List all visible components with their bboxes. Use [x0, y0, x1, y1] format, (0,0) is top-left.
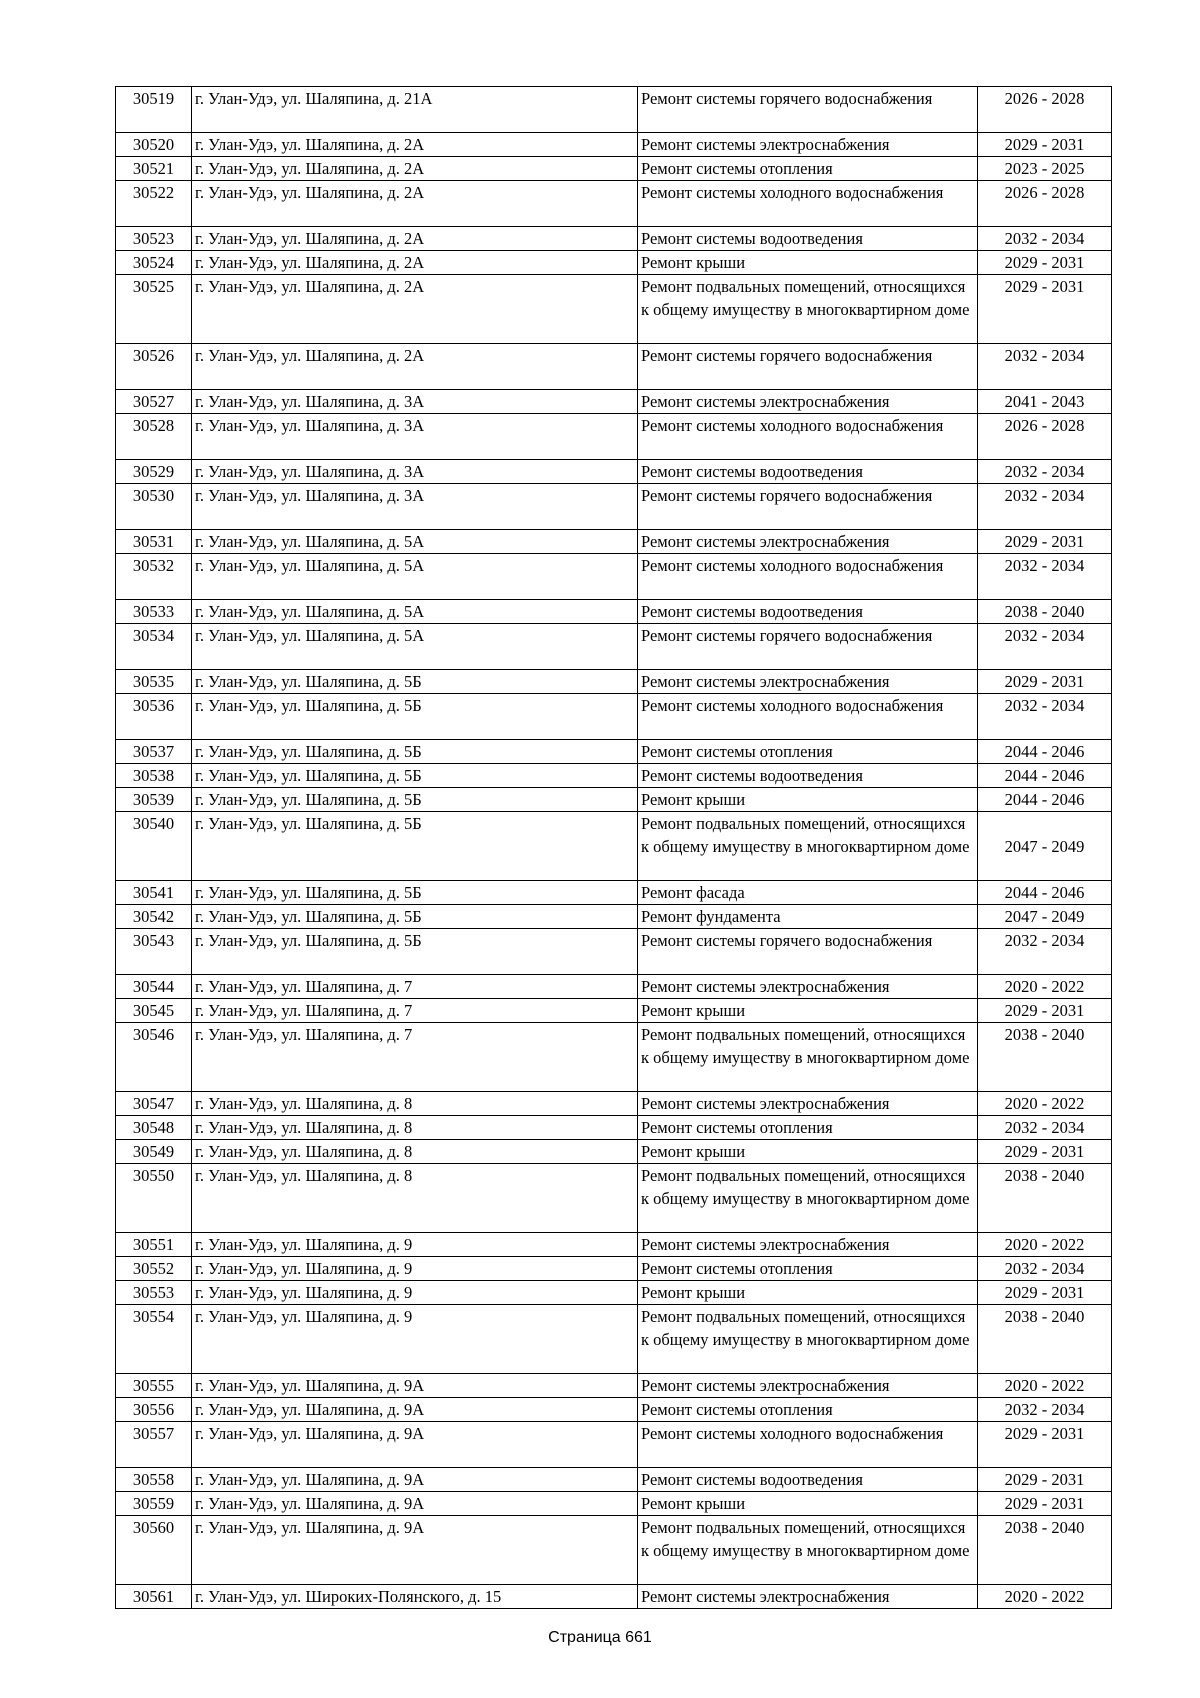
row-work-type: Ремонт системы электроснабжения: [638, 133, 978, 157]
table-row: [116, 1374, 1112, 1398]
row-number: 30525: [116, 275, 192, 344]
row-address: г. Улан-Удэ, ул. Шаляпина, д. 9А: [192, 1398, 638, 1422]
row-number: 30558: [116, 1468, 192, 1492]
table-row: [116, 1305, 1112, 1374]
row-address: г. Улан-Удэ, ул. Шаляпина, д. 5Б: [192, 788, 638, 812]
row-work-type: Ремонт подвальных помещений, относящихся к общему имуществу в многоквартирном доме: [638, 812, 978, 881]
row-work-type: Ремонт системы горячего водоснабжения: [638, 484, 978, 530]
row-number: 30553: [116, 1281, 192, 1305]
table-row: [116, 929, 1112, 975]
row-period: 2032 - 2034: [978, 460, 1112, 484]
row-address: г. Улан-Удэ, ул. Шаляпина, д. 5Б: [192, 929, 638, 975]
row-number: 30539: [116, 788, 192, 812]
row-address: г. Улан-Удэ, ул. Шаляпина, д. 2А: [192, 344, 638, 390]
row-period: 2029 - 2031: [978, 275, 1112, 344]
row-address: г. Улан-Удэ, ул. Шаляпина, д. 2А: [192, 157, 638, 181]
row-number: 30544: [116, 975, 192, 999]
row-number: 30551: [116, 1233, 192, 1257]
row-work-type: Ремонт системы электроснабжения: [638, 390, 978, 414]
row-address: г. Улан-Удэ, ул. Шаляпина, д. 2А: [192, 227, 638, 251]
row-period: 2044 - 2046: [978, 764, 1112, 788]
row-period: 2029 - 2031: [978, 1468, 1112, 1492]
table-row: [116, 1140, 1112, 1164]
row-address: г. Улан-Удэ, ул. Шаляпина, д. 7: [192, 1023, 638, 1092]
row-address: г. Улан-Удэ, ул. Шаляпина, д. 2А: [192, 181, 638, 227]
row-work-type: Ремонт системы отопления: [638, 1116, 978, 1140]
row-number: 30537: [116, 740, 192, 764]
table-row: [116, 414, 1112, 460]
row-number: 30533: [116, 600, 192, 624]
table-row: [116, 1281, 1112, 1305]
row-number: 30520: [116, 133, 192, 157]
row-number: 30526: [116, 344, 192, 390]
row-number: 30549: [116, 1140, 192, 1164]
row-work-type: Ремонт фасада: [638, 881, 978, 905]
row-address: г. Улан-Удэ, ул. Шаляпина, д. 3А: [192, 484, 638, 530]
table-row: [116, 1398, 1112, 1422]
row-period: 2032 - 2034: [978, 1257, 1112, 1281]
row-address: г. Улан-Удэ, ул. Шаляпина, д. 21А: [192, 87, 638, 133]
row-period: 2026 - 2028: [978, 181, 1112, 227]
table-row: [116, 624, 1112, 670]
row-work-type: Ремонт системы холодного водоснабжения: [638, 694, 978, 740]
row-period: 2020 - 2022: [978, 1092, 1112, 1116]
row-number: 30536: [116, 694, 192, 740]
row-period: 2041 - 2043: [978, 390, 1112, 414]
row-period: 2029 - 2031: [978, 670, 1112, 694]
row-period: 2044 - 2046: [978, 788, 1112, 812]
table-row: [116, 157, 1112, 181]
row-address: г. Улан-Удэ, ул. Широких-Полянского, д. 15: [192, 1585, 638, 1609]
row-number: 30523: [116, 227, 192, 251]
row-period: 2032 - 2034: [978, 1398, 1112, 1422]
row-period: 2029 - 2031: [978, 133, 1112, 157]
row-number: 30532: [116, 554, 192, 600]
row-period: 2032 - 2034: [978, 624, 1112, 670]
row-work-type: Ремонт крыши: [638, 1492, 978, 1516]
page-number: Страница 661: [548, 1629, 652, 1646]
row-period: 2020 - 2022: [978, 975, 1112, 999]
row-number: 30535: [116, 670, 192, 694]
table-row: [116, 1092, 1112, 1116]
row-address: г. Улан-Удэ, ул. Шаляпина, д. 5А: [192, 624, 638, 670]
row-period: 2044 - 2046: [978, 740, 1112, 764]
row-number: 30557: [116, 1422, 192, 1468]
row-work-type: Ремонт подвальных помещений, относящихся к общему имуществу в многоквартирном доме: [638, 1023, 978, 1092]
table-row: [116, 181, 1112, 227]
row-work-type: Ремонт системы отопления: [638, 1398, 978, 1422]
row-address: г. Улан-Удэ, ул. Шаляпина, д. 8: [192, 1164, 638, 1233]
row-period: 2026 - 2028: [978, 414, 1112, 460]
row-number: 30527: [116, 390, 192, 414]
row-work-type: Ремонт системы горячего водоснабжения: [638, 87, 978, 133]
row-period: 2038 - 2040: [978, 1164, 1112, 1233]
row-number: 30548: [116, 1116, 192, 1140]
row-period: 2032 - 2034: [978, 227, 1112, 251]
row-period: 2029 - 2031: [978, 1140, 1112, 1164]
row-work-type: Ремонт системы горячего водоснабжения: [638, 344, 978, 390]
table-row: [116, 1492, 1112, 1516]
row-number: 30543: [116, 929, 192, 975]
row-address: г. Улан-Удэ, ул. Шаляпина, д. 3А: [192, 414, 638, 460]
row-work-type: Ремонт системы отопления: [638, 1257, 978, 1281]
row-address: г. Улан-Удэ, ул. Шаляпина, д. 8: [192, 1116, 638, 1140]
row-period: 2029 - 2031: [978, 1492, 1112, 1516]
row-number: 30524: [116, 251, 192, 275]
row-work-type: Ремонт подвальных помещений, относящихся к общему имуществу в многоквартирном доме: [638, 275, 978, 344]
table-row: [116, 812, 1112, 881]
table-row: [116, 1422, 1112, 1468]
table-row: [116, 764, 1112, 788]
row-work-type: Ремонт крыши: [638, 1140, 978, 1164]
row-address: г. Улан-Удэ, ул. Шаляпина, д. 5А: [192, 600, 638, 624]
table-row: [116, 1516, 1112, 1585]
table-row: [116, 344, 1112, 390]
row-period: 2020 - 2022: [978, 1585, 1112, 1609]
row-address: г. Улан-Удэ, ул. Шаляпина, д. 3А: [192, 390, 638, 414]
row-work-type: Ремонт подвальных помещений, относящихся к общему имуществу в многоквартирном доме: [638, 1305, 978, 1374]
row-work-type: Ремонт крыши: [638, 251, 978, 275]
row-number: 30556: [116, 1398, 192, 1422]
row-number: 30560: [116, 1516, 192, 1585]
table-body: [116, 87, 1112, 1609]
row-work-type: Ремонт системы электроснабжения: [638, 1585, 978, 1609]
row-number: 30538: [116, 764, 192, 788]
row-period: 2023 - 2025: [978, 157, 1112, 181]
row-number: 30545: [116, 999, 192, 1023]
table-row: [116, 390, 1112, 414]
table-row: [116, 1023, 1112, 1092]
row-work-type: Ремонт системы холодного водоснабжения: [638, 554, 978, 600]
table-row: [116, 484, 1112, 530]
row-number: 30531: [116, 530, 192, 554]
row-work-type: Ремонт системы электроснабжения: [638, 1374, 978, 1398]
row-work-type: Ремонт фундамента: [638, 905, 978, 929]
row-period: 2032 - 2034: [978, 694, 1112, 740]
row-address: г. Улан-Удэ, ул. Шаляпина, д. 5Б: [192, 905, 638, 929]
row-address: г. Улан-Удэ, ул. Шаляпина, д. 9А: [192, 1516, 638, 1585]
row-period: 2032 - 2034: [978, 929, 1112, 975]
table-row: [116, 740, 1112, 764]
row-work-type: Ремонт системы водоотведения: [638, 1468, 978, 1492]
table-row: [116, 1116, 1112, 1140]
row-work-type: Ремонт системы водоотведения: [638, 227, 978, 251]
row-work-type: Ремонт системы отопления: [638, 157, 978, 181]
row-work-type: Ремонт системы электроснабжения: [638, 670, 978, 694]
table-row: [116, 460, 1112, 484]
row-number: 30530: [116, 484, 192, 530]
row-period: 2038 - 2040: [978, 1023, 1112, 1092]
row-period: 2038 - 2040: [978, 1516, 1112, 1585]
row-number: 30559: [116, 1492, 192, 1516]
row-address: г. Улан-Удэ, ул. Шаляпина, д. 9: [192, 1257, 638, 1281]
row-work-type: Ремонт системы электроснабжения: [638, 530, 978, 554]
row-period: 2029 - 2031: [978, 1281, 1112, 1305]
row-address: г. Улан-Удэ, ул. Шаляпина, д. 5Б: [192, 740, 638, 764]
row-period: 2029 - 2031: [978, 1422, 1112, 1468]
row-work-type: Ремонт системы отопления: [638, 740, 978, 764]
row-period: 2032 - 2034: [978, 344, 1112, 390]
row-work-type: Ремонт системы электроснабжения: [638, 1233, 978, 1257]
row-number: 30540: [116, 812, 192, 881]
row-number: 30519: [116, 87, 192, 133]
row-number: 30561: [116, 1585, 192, 1609]
row-address: г. Улан-Удэ, ул. Шаляпина, д. 5Б: [192, 694, 638, 740]
row-work-type: Ремонт системы горячего водоснабжения: [638, 929, 978, 975]
row-work-type: Ремонт подвальных помещений, относящихся к общему имуществу в многоквартирном доме: [638, 1164, 978, 1233]
row-period: 2032 - 2034: [978, 554, 1112, 600]
row-work-type: Ремонт крыши: [638, 788, 978, 812]
row-address: г. Улан-Удэ, ул. Шаляпина, д. 9А: [192, 1468, 638, 1492]
table-row: [116, 1468, 1112, 1492]
row-address: г. Улан-Удэ, ул. Шаляпина, д. 3А: [192, 460, 638, 484]
table-row: [116, 694, 1112, 740]
row-address: г. Улан-Удэ, ул. Шаляпина, д. 2А: [192, 251, 638, 275]
row-address: г. Улан-Удэ, ул. Шаляпина, д. 9А: [192, 1422, 638, 1468]
row-address: г. Улан-Удэ, ул. Шаляпина, д. 9: [192, 1281, 638, 1305]
row-work-type: Ремонт подвальных помещений, относящихся к общему имуществу в многоквартирном доме: [638, 1516, 978, 1585]
table-row: [116, 251, 1112, 275]
table-row: [116, 881, 1112, 905]
table-row: [116, 1164, 1112, 1233]
row-period: 2029 - 2031: [978, 251, 1112, 275]
row-address: г. Улан-Удэ, ул. Шаляпина, д. 7: [192, 999, 638, 1023]
row-period: 2044 - 2046: [978, 881, 1112, 905]
row-period: 2020 - 2022: [978, 1374, 1112, 1398]
row-period: 2032 - 2034: [978, 484, 1112, 530]
table-row: [116, 227, 1112, 251]
row-address: г. Улан-Удэ, ул. Шаляпина, д. 9А: [192, 1374, 638, 1398]
row-address: г. Улан-Удэ, ул. Шаляпина, д. 9: [192, 1305, 638, 1374]
row-address: г. Улан-Удэ, ул. Шаляпина, д. 5Б: [192, 670, 638, 694]
row-work-type: Ремонт системы электроснабжения: [638, 1092, 978, 1116]
row-number: 30522: [116, 181, 192, 227]
row-number: 30554: [116, 1305, 192, 1374]
row-work-type: Ремонт системы водоотведения: [638, 600, 978, 624]
table-row: [116, 788, 1112, 812]
row-number: 30550: [116, 1164, 192, 1233]
table-row: [116, 87, 1112, 133]
table-row: [116, 999, 1112, 1023]
row-period: 2047 - 2049: [978, 905, 1112, 929]
row-work-type: Ремонт системы электроснабжения: [638, 975, 978, 999]
row-period: 2029 - 2031: [978, 530, 1112, 554]
row-address: г. Улан-Удэ, ул. Шаляпина, д. 8: [192, 1140, 638, 1164]
table-row: [116, 1233, 1112, 1257]
row-number: 30534: [116, 624, 192, 670]
row-work-type: Ремонт системы водоотведения: [638, 764, 978, 788]
row-number: 30521: [116, 157, 192, 181]
row-number: 30541: [116, 881, 192, 905]
row-address: г. Улан-Удэ, ул. Шаляпина, д. 5А: [192, 554, 638, 600]
repair-schedule-table: [115, 86, 1112, 1609]
row-work-type: Ремонт крыши: [638, 999, 978, 1023]
row-work-type: Ремонт системы холодного водоснабжения: [638, 181, 978, 227]
row-work-type: Ремонт системы холодного водоснабжения: [638, 414, 978, 460]
row-period: 2032 - 2034: [978, 1116, 1112, 1140]
row-number: 30547: [116, 1092, 192, 1116]
table-row: [116, 670, 1112, 694]
row-number: 30546: [116, 1023, 192, 1092]
row-number: 30529: [116, 460, 192, 484]
row-address: г. Улан-Удэ, ул. Шаляпина, д. 5Б: [192, 881, 638, 905]
table-row: [116, 530, 1112, 554]
row-address: г. Улан-Удэ, ул. Шаляпина, д. 8: [192, 1092, 638, 1116]
row-period: 2026 - 2028: [978, 87, 1112, 133]
row-address: г. Улан-Удэ, ул. Шаляпина, д. 9А: [192, 1492, 638, 1516]
row-number: 30528: [116, 414, 192, 460]
table-row: [116, 554, 1112, 600]
table-row: [116, 275, 1112, 344]
row-period: 2038 - 2040: [978, 600, 1112, 624]
row-address: г. Улан-Удэ, ул. Шаляпина, д. 5А: [192, 530, 638, 554]
table-row: [116, 975, 1112, 999]
row-address: г. Улан-Удэ, ул. Шаляпина, д. 7: [192, 975, 638, 999]
table-row: [116, 905, 1112, 929]
row-number: 30542: [116, 905, 192, 929]
row-address: г. Улан-Удэ, ул. Шаляпина, д. 9: [192, 1233, 638, 1257]
row-period: 2020 - 2022: [978, 1233, 1112, 1257]
table-row: [116, 1257, 1112, 1281]
row-period: 2047 - 2049: [978, 812, 1112, 881]
table-row: [116, 1585, 1112, 1609]
row-address: г. Улан-Удэ, ул. Шаляпина, д. 2А: [192, 275, 638, 344]
row-work-type: Ремонт системы водоотведения: [638, 460, 978, 484]
row-address: г. Улан-Удэ, ул. Шаляпина, д. 2А: [192, 133, 638, 157]
row-work-type: Ремонт системы холодного водоснабжения: [638, 1422, 978, 1468]
row-number: 30552: [116, 1257, 192, 1281]
row-number: 30555: [116, 1374, 192, 1398]
row-period: 2038 - 2040: [978, 1305, 1112, 1374]
row-period: 2029 - 2031: [978, 999, 1112, 1023]
row-address: г. Улан-Удэ, ул. Шаляпина, д. 5Б: [192, 764, 638, 788]
row-work-type: Ремонт крыши: [638, 1281, 978, 1305]
row-address: г. Улан-Удэ, ул. Шаляпина, д. 5Б: [192, 812, 638, 881]
table-row: [116, 133, 1112, 157]
table-row: [116, 600, 1112, 624]
row-work-type: Ремонт системы горячего водоснабжения: [638, 624, 978, 670]
